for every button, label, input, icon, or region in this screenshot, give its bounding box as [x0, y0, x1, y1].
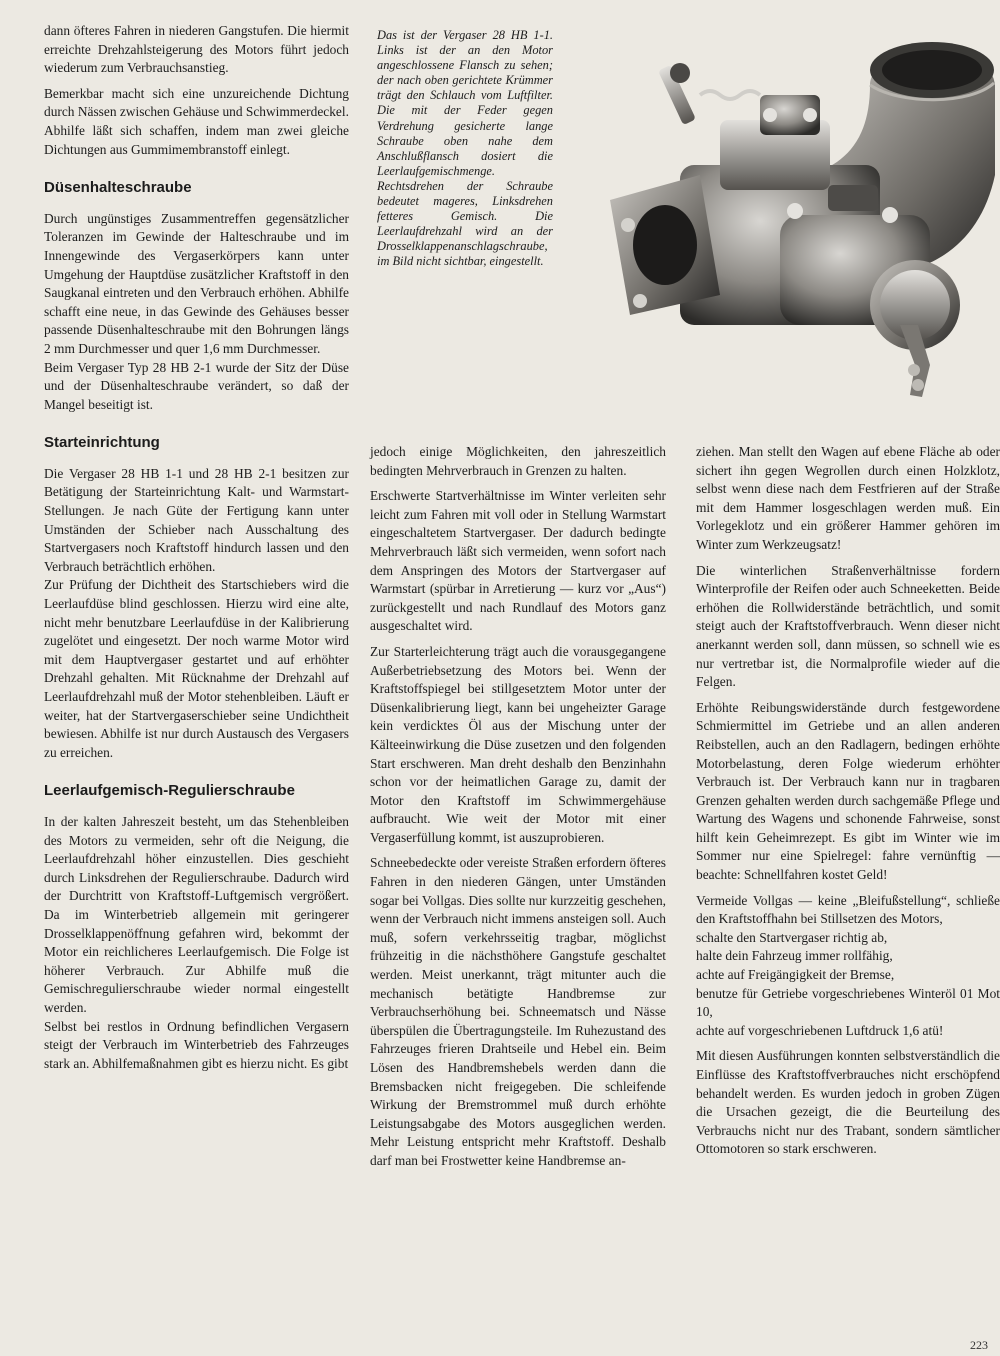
section-heading-leerlaufgemisch: Leerlaufgemisch-Regulierschraube: [44, 782, 295, 800]
list-item: achte auf vorgeschriebenen Luftdruck 1,6 atü!: [696, 1022, 944, 1038]
section-heading-starteinrichtung: Starteinrichtung: [44, 434, 160, 452]
paragraph: Vermeide Vollgas — keine „Bleifußstellung“, schließe den Kraftstoffhahn bei Stillsetzen des Motors,: [696, 892, 1000, 927]
paragraph: Mit diesen Ausführungen konnten selbstverständlich die Einflüsse des Kraftstoffverbrauches nicht erschöpfend behandelt werden. Es wurden jedoch in groben Zügen die Ursachen gezeigt, die die Beurteilung des Verbrauchs nicht nur des Trabant, sondern sämtlicher Ottomotoren so stark erschweren.: [696, 1048, 1000, 1157]
paragraph: Durch ungünstiges Zusammentreffen gegensätzlicher Toleranzen im Gewinde der Halteschraube und im Innengewinde des Vergaserkörpers kann unter Umgehung der Hauptdüse zusätzlicher Kraftstoff in den Saugkanal eintreten und den Verbrauch erhöhen. Abhilfe schafft eine neue, in das Gewinde des Gehäuses besser passende Düsenhalteschraube mit den Bohrungen längs 2 mm Durchmesser und quer 1,6 mm Durchmesser.: [44, 210, 349, 356]
paragraph: Abhilfe läßt sich schaffen, indem man zwei gleiche Dichtungen aus Gummimembranstoff einlegt.: [44, 122, 349, 157]
section-heading-duesenhalteschraube: Düsenhalteschraube: [44, 179, 192, 197]
paragraph: Die winterlichen Straßenverhältnisse fordern Winterprofile der Reifen oder auch Schneeketten. Beide erhöhen die Rollwiderstände beträchtlich, und somit steigt auch der Kraftstoffverbrauch. Wenn dieser nicht anerkannt werden soll, dann müssen, so schnell wie es nur vertretbar ist, die Normalprofile wieder auf die Felgen.: [696, 562, 1000, 690]
text-column-right: [696, 443, 1000, 1166]
text-column-left: [44, 22, 349, 1080]
list-item: benutze für Getriebe vorgeschriebenes Winteröl 01 Mot 10,: [696, 985, 1000, 1020]
paragraph: Schneebedeckte oder vereiste Straßen erfordern öfteres Fahren in den niederen Gängen, unter Umständen sogar bei Vollgas. Dies sollte nur kurzzeitig geschehen, wenn der Verbrauch nicht immens ansteigen soll. Auch muß, sofern verkehrsseitig tragbar, möglichst frühzeitig in die nächsthöhere Gangstufe geschaltet werden. Meist unerkannt, trägt mitunter auch die mechanisch betätigte Handbremse zur Verbrauchserhöhung bei. Schneematsch und Nässe überspülen die Übertragungsteile. Im Ruhezustand des Fahrzeuges frieren Drahtseile und Hebel ein. Beim Lösen des Handbremshebels werden dann die Bremsbacken nicht freigegeben. Die schleifende Wirkung der Bremstrommel muß durch erhöhte Leistungsabgabe des Motors ausgeglichen werden. Mehr Leistung entspricht mehr Kraftstoff. Deshalb darf man bei Frostwetter keine Handbremse an-: [370, 855, 666, 1168]
paragraph: dann öfteres Fahren in niederen Gangstufen. Die hiermit erreichte Drehzahlsteigerung des Motors führt jedoch wiederum zum Verbrauchsanstieg.: [44, 23, 349, 76]
list-item: schalte den Startvergaser richtig ab,: [696, 929, 888, 945]
paragraph: jedoch einige Möglichkeiten, den jahreszeitlich bedingten Mehrverbrauch in Grenzen zu halten.: [370, 444, 666, 478]
paragraph: Zur Prüfung der Dichtheit des Startschiebers wird die Leerlaufdüse blind geschlossen. Hierzu wird eine alte, nicht mehr benutzbare Leerlaufdüse in der Kalibrierung zugelötet und eingesetzt. Der noch warme Motor wird mit dem Hauptvergaser gestartet und auf erhöhter Drehzahl gehalten. Mit Rücknahme der Drehzahl auf Leerlaufdrehzahl muß der Motor stehenbleiben. Läuft er weiter, hat der Startvergaserschieber seine Undichtheit bewiesen. Abhilfe ist nur durch Austausch des Vergasers zu erreichen.: [44, 577, 349, 760]
carburetor-photo: [570, 25, 1000, 420]
paragraph: Selbst bei restlos in Ordnung befindlichen Vergasern steigt der Verbrauch im Winterbetrieb des Fahrzeuges stark an. Abhilfemaßnahmen gibt es hierzu nicht. Es gibt: [44, 1018, 349, 1071]
advice-list: [696, 929, 1000, 1041]
list-item: halte dein Fahrzeug immer rollfähig,: [696, 948, 893, 964]
paragraph: Zur Starterleichterung trägt auch die vorausgegangene Außerbetriebsetzung des Motors bei. Wenn der Kraftstoffspiegel bei stillgesetztem Motor unter der Düsenkalibrierung liegt, kann bei ungeheizter Garage kein verdicktes Öl aus der Mischung unter der Kälteeinwirkung die Düse zusetzen und den folgenden Start erschweren. Man dreht deshalb den Benzinhahn schon vor der heimatlichen Garage zu, damit der Motor den Kraftstoff im Schwimmergehäuse aufbraucht. Wie weit der Motor mit einer Vergaserfüllung kommt, ist auszuprobieren.: [370, 643, 666, 845]
paragraph: Beim Vergaser Typ 28 HB 2-1 wurde der Sitz der Düse und der Düsenhalteschraube verändert, so daß der Mangel beseitigt ist.: [44, 359, 349, 412]
paragraph: Bemerkbar macht sich eine unzureichende Dichtung durch Nässen zwischen Gehäuse und Schwimmerdeckel.: [44, 85, 349, 120]
paragraph: ziehen. Man stellt den Wagen auf ebene Fläche ab oder sichert ihn gegen Wegrollen durch einen Holzklotz, selbst wenn diese nach dem Festfrieren auf der Straße mit dem Hammer losgeschlagen werden muß. Ein Vorlegeklotz und ein größerer Hammer gehören im Winter zum Werkzeugsatz!: [696, 444, 1000, 552]
text-column-middle: [370, 443, 666, 1178]
list-item: achte auf Freigängigkeit der Bremse,: [696, 967, 895, 983]
paragraph: Die Vergaser 28 HB 1-1 und 28 HB 2-1 besitzen zur Betätigung der Starteinrichtung Kalt- und Warmstart-Stellungen. Je nach Güte der Fertigung kann unter Umständen der Schieber nach Ausschaltung des Startvergasers noch Kraftstoff hindurch lassen und den Verbrauch beträchtlich erhöhen.: [44, 465, 349, 574]
page-number: 223: [970, 1338, 988, 1352]
photo-caption: Das ist der Vergaser 28 HB 1-1. Links ist der an den Motor angeschlossene Flansch zu sehen; der nach oben gerichtete Krümmer trägt den Schlauch vom Luftfilter. Die mit der Feder gegen Verdrehung gesicherte lange Schraube oben nahe dem Anschlußflansch dosiert die Leerlaufgemischmenge. Rechtsdrehen der Schraube bedeutet mageres, Linksdrehen fetteres Gemisch. Die Leerlaufdrehzahl wird an der Drosselklappenanschlagschraube, im Bild nicht sichtbar, eingestellt.: [377, 28, 553, 269]
paragraph: In der kalten Jahreszeit besteht, um das Stehenbleiben des Motors zu vermeiden, sehr oft die Neigung, die Leerlaufdrehzahl höher einzustellen. Dies geschieht durch Linksdrehen der Regulierschraube. Dadurch wird der Durchtritt von Kraftstoff-Luftgemisch vergrößert. Da im Winterbetrieb allgemein mit geringerer Drosselklappenöffnung gefahren wird, bekommt der Motor ein reichlicheres Leerlaufgemisch. Die Folge ist höherer Verbrauch. Zur Abhilfe muß die Gemischregulierschraube wieder normal eingestellt werden.: [44, 813, 349, 1015]
paragraph: Erhöhte Reibungswiderstände durch festgewordene Schmiermittel im Getriebe und an allen anderen Reibstellen, auch an den Radlagern, bedingen erhöhte Motorbelastung, deren Folge wiederum erhöhter Verbrauch ist. Der Verbrauch kann nur in tragbaren Grenzen gehalten werden durch sachgemäße Pflege und Wartung des Wagens und schonende Fahrweise, sonst hilft kein Geheimrezept. Es gibt im Winter wie im Sommer nur eine Spielregel: fahre vernünftig — beachte: Schnellfahren kostet Geld!: [696, 699, 1000, 883]
paragraph: Erschwerte Startverhältnisse im Winter verleiten sehr leicht zum Fahren mit voll oder in Stellung Warmstart eingeschaltetem Startvergaser. Der dadurch bedingte Mehrverbrauch läßt sich vermeiden, wenn sofort nach dem Anspringen des Motors der Startvergaser auf Warmstart (spürbar in Arretierung — kurz vor „Aus“) zurückgestellt und nach Rundlauf des Motors ganz ausgeschaltet wird.: [370, 488, 666, 634]
